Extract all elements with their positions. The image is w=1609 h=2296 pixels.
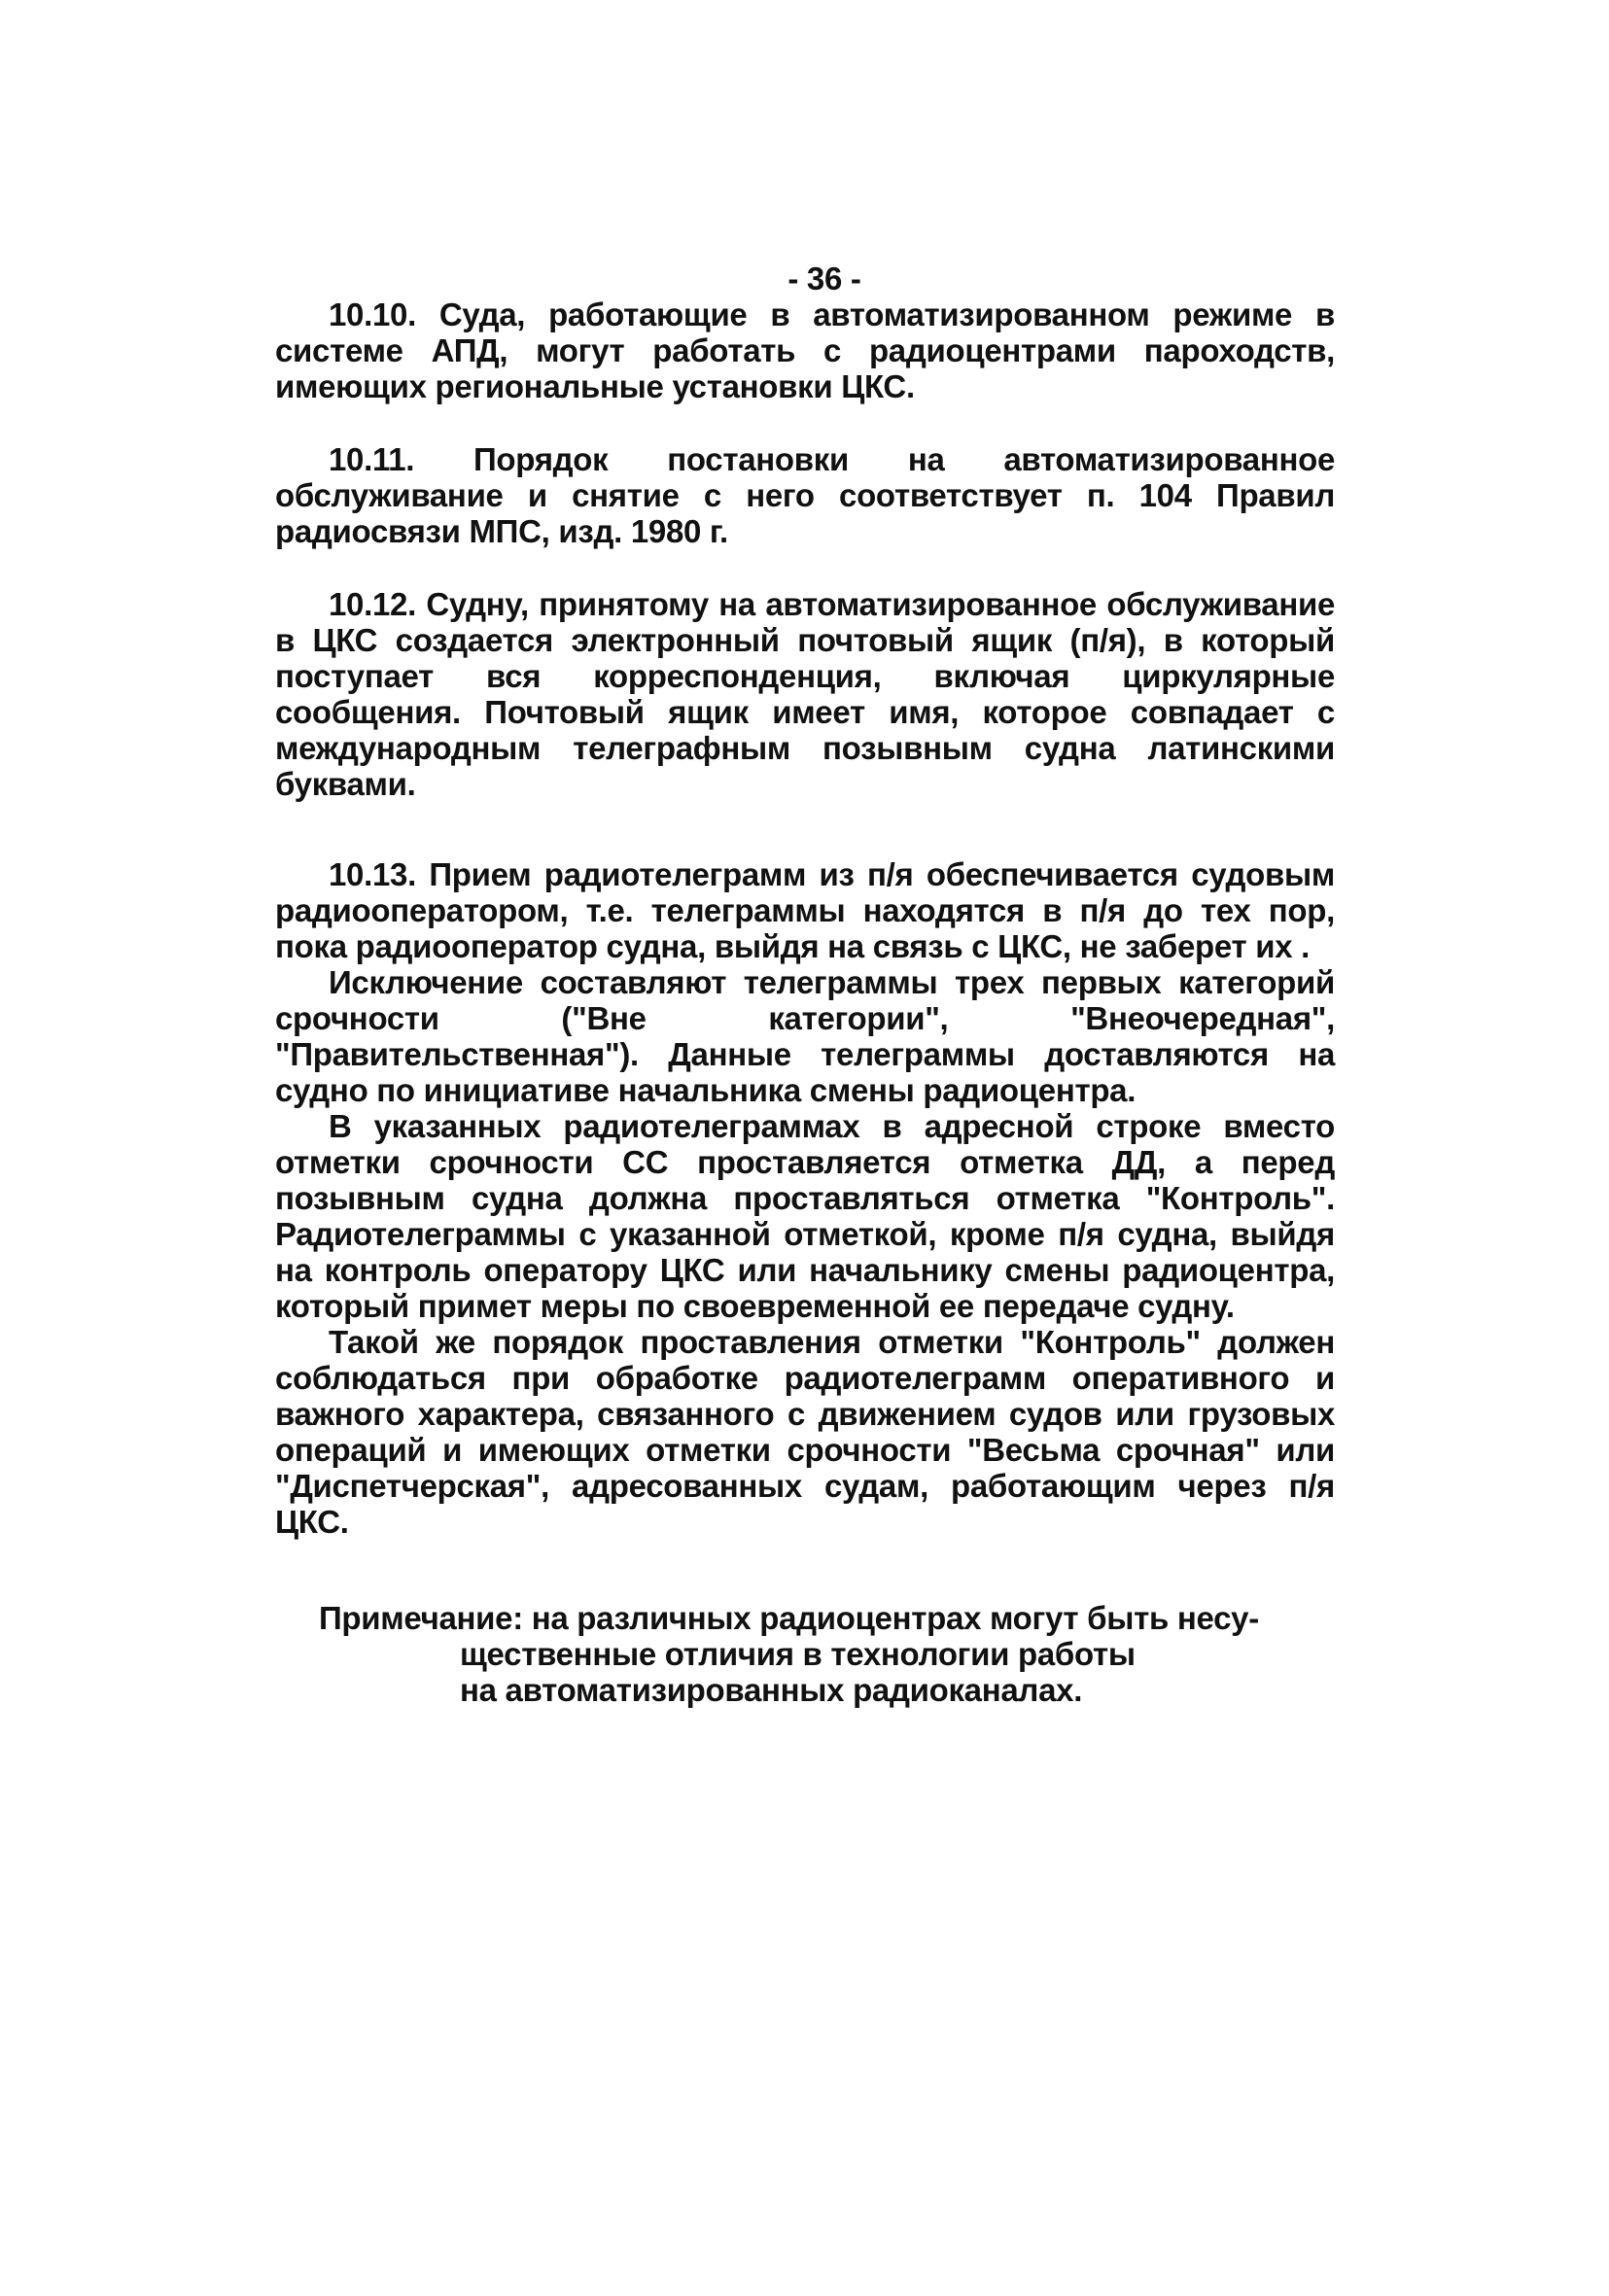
page-number: - 36 -: [787, 261, 861, 296]
paragraph-same-order: Такой же порядок проставления отметки "Контроль" должен соблюдаться при обработке радиотелеграмм оперативного и важного характера, связанного с движением судов или грузовых операций и имеющих отметки срочности "Весьма срочная" или "Диспетчерская", адресованных судам, работающим через п/я ЦКС.: [275, 1324, 1335, 1540]
paragraph-10-12: 10.12. Судну, принятому на автоматизированное обслуживание в ЦКС создается электронный почтовый ящик (п/я), в который поступает вся корреспонденция, включая циркулярные сообщения. Почтовый ящик имеет имя, которое совпадает с международным телеграфным позывным судна латинскими буквами.: [275, 586, 1335, 802]
note-first-line: Примечание: на различных радиоцентрах могут быть несу-: [319, 1600, 1259, 1636]
page-text: [275, 261, 1335, 1708]
paragraph-exception: Исключение составляют телеграммы трех первых категорий срочности ("Вне категории", "Внеочередная", "Правительственная"). Данные телеграммы доставляются на судно по инициативе начальника смены радиоцентра.: [275, 964, 1335, 1108]
paragraph-10-10: 10.10. Суда, работающие в автоматизированном режиме в системе АПД, могут работать с радиоцентрами пароходств, имеющих региональные установки ЦКС.: [275, 296, 1335, 404]
paragraph-control-mark: В указанных радиотелеграммах в адресной строке вместо отметки срочности СС проставляется отметка ДД, а перед позывным судна должна проставляться отметка "Контроль". Радиотелеграммы с указанной отметкой, кроме п/я судна, выйдя на контроль оператору ЦКС или начальнику смены радиоцентра, который примет меры по своевременной ее передаче судну.: [275, 1108, 1335, 1324]
paragraph-10-13: 10.13. Прием радиотелеграмм из п/я обеспечивается судовым радиооператором, т.е. телеграммы находятся в п/я до тех пор, пока радиооператор судна, выйдя на связь с ЦКС, не заберет их .: [275, 856, 1335, 964]
note-continuation: щественные отличия в технологии работы на автоматизированных радиоканалах.: [460, 1636, 1136, 1708]
paragraph-10-11: 10.11. Порядок постановки на автоматизированное обслуживание и снятие с него соответствует п. 104 Правил радиосвязи МПС, изд. 1980 г.: [275, 441, 1335, 549]
note: [319, 1600, 1335, 1708]
